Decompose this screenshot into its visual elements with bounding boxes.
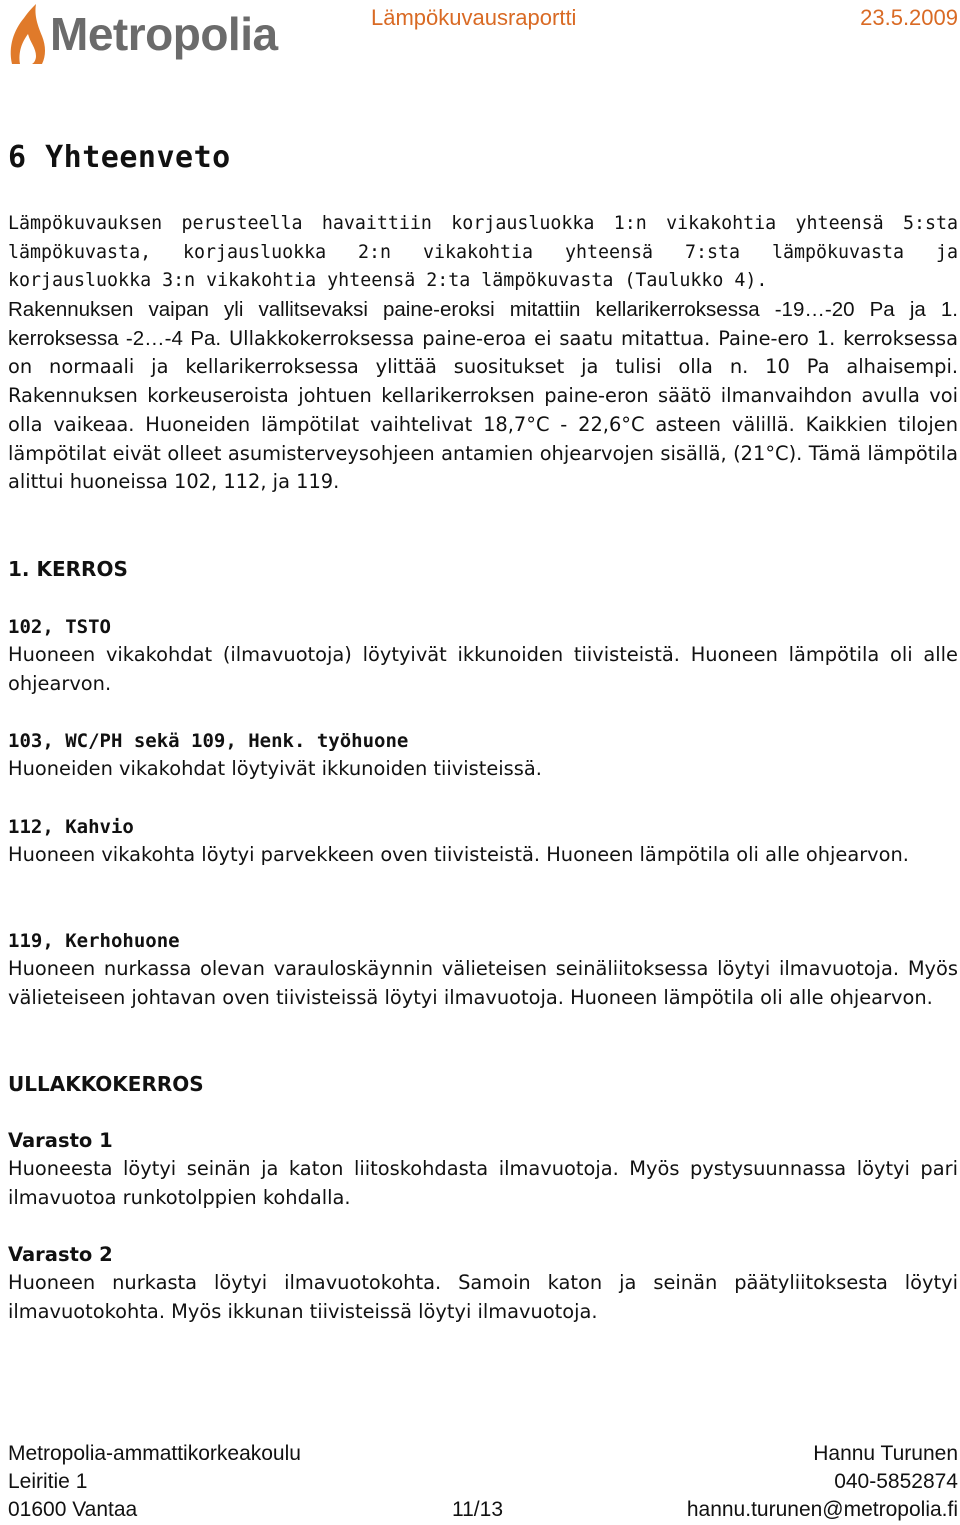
room-description: Huoneen vikakohta löytyi parvekkeen oven tiivisteistä. Huoneen lämpötila oli alle ohjearvon. [8,843,909,866]
footer-email[interactable]: hannu.turunen@metropolia.fi [686,1498,958,1521]
footer-author: Hannu Turunen [813,1442,958,1465]
room-description: Huoneen nurkasta löytyi ilmavuotokohta. Samoin katon ja seinän päätyliitoksesta löytyi ilmavuotokohta. Myös ikkunan tiivisteissä löytyi ilmavuotoja. [8,1271,958,1323]
room-title: 119, Kerhohuone [8,930,180,952]
pressure-paragraph [8,296,958,497]
logo-wordmark: Metropolia [50,8,278,60]
room-title: 112, Kahvio [8,816,134,838]
section-heading: 6 Yhteenveto [8,140,231,175]
document-title: Lämpökuvausraportti [371,5,577,30]
footer-city: 01600 Vantaa [8,1498,138,1521]
footer-street: Leiritie 1 [8,1470,88,1493]
metropolia-logo [6,2,296,66]
page-number: 11/13 [452,1498,503,1521]
pressure-text-details: Ullakkokerroksessa paine-eroa ei saatu mitattua. Paine-ero 1. kerroksessa on normaali ja kellarikerroksessa ylittää suositukset ja tulisi olla n. 10 Pa alhaisempi. Rakennuksen korkeuseroista johtuen kellarikerroksen paine-eron säätö ilmanvaihdon avulla voi olla vaikeaa. Huoneiden lämpötilat vaihtelivat 18,7°C - 22,6°C asteen välillä. Kaikkien tilojen lämpötilat eivät olleet asumisterveysohjeen antamien ohjearvojen sisällä, (21°C). Tämä lämpötila alittui huoneissa 102, 112, ja 119. [8,326,959,494]
footer-org: Metropolia-ammattikorkeakoulu [8,1442,301,1465]
room-description: Huoneiden vikakohdat löytyivät ikkunoiden tiivisteissä. [8,757,542,780]
room-title: 102, TSTO [8,616,111,638]
room-description: Huoneesta löytyi seinän ja katon liitoskohdasta ilmavuotoja. Myös pystysuunnassa löytyi pari ilmavuotoa runkotolppien kohdalla. [8,1157,958,1209]
metropolia-flame-logo-icon [6,2,50,66]
room-title: 103, WC/PH sekä 109, Henk. työhuone [8,730,409,752]
footer-phone: 040-5852874 [834,1470,958,1493]
floor1-heading: 1. KERROS [8,557,128,581]
pressure-text-measured: Rakennuksen vaipan yli vallitsevaksi paine-eroksi mitattiin kellarikerroksessa -19…-20 Pa ja 1. kerroksessa -2…-4 Pa. [8,298,958,350]
document-date: 23.5.2009 [860,5,958,30]
room-title: Varasto 1 [8,1129,113,1152]
summary-paragraph: Lämpökuvauksen perusteella havaittiin korjausluokka 1:n vikakohtia yhteensä 5:sta lämpökuvasta, korjausluokka 2:n vikakohtia yhteensä 7:sta lämpökuvasta ja korjausluokka 3:n vikakohtia yhteensä 2:ta lämpökuvasta (Taulukko 4). [8,213,958,292]
room-description: Huoneen nurkassa olevan varauloskäynnin välieteisen seinäliitoksessa löytyi ilmavuotoja. Myös välieteiseen johtavan oven tiivisteissä löytyi ilmavuotoja. Huoneen lämpötila oli alle ohjearvon. [8,957,958,1009]
room-description: Huoneen vikakohdat (ilmavuotoja) löytyivät ikkunoiden tiivisteistä. Huoneen lämpötila oli alle ohjearvon. [8,643,958,695]
attic-heading: ULLAKKOKERROS [8,1072,204,1096]
room-title: Varasto 2 [8,1243,113,1266]
